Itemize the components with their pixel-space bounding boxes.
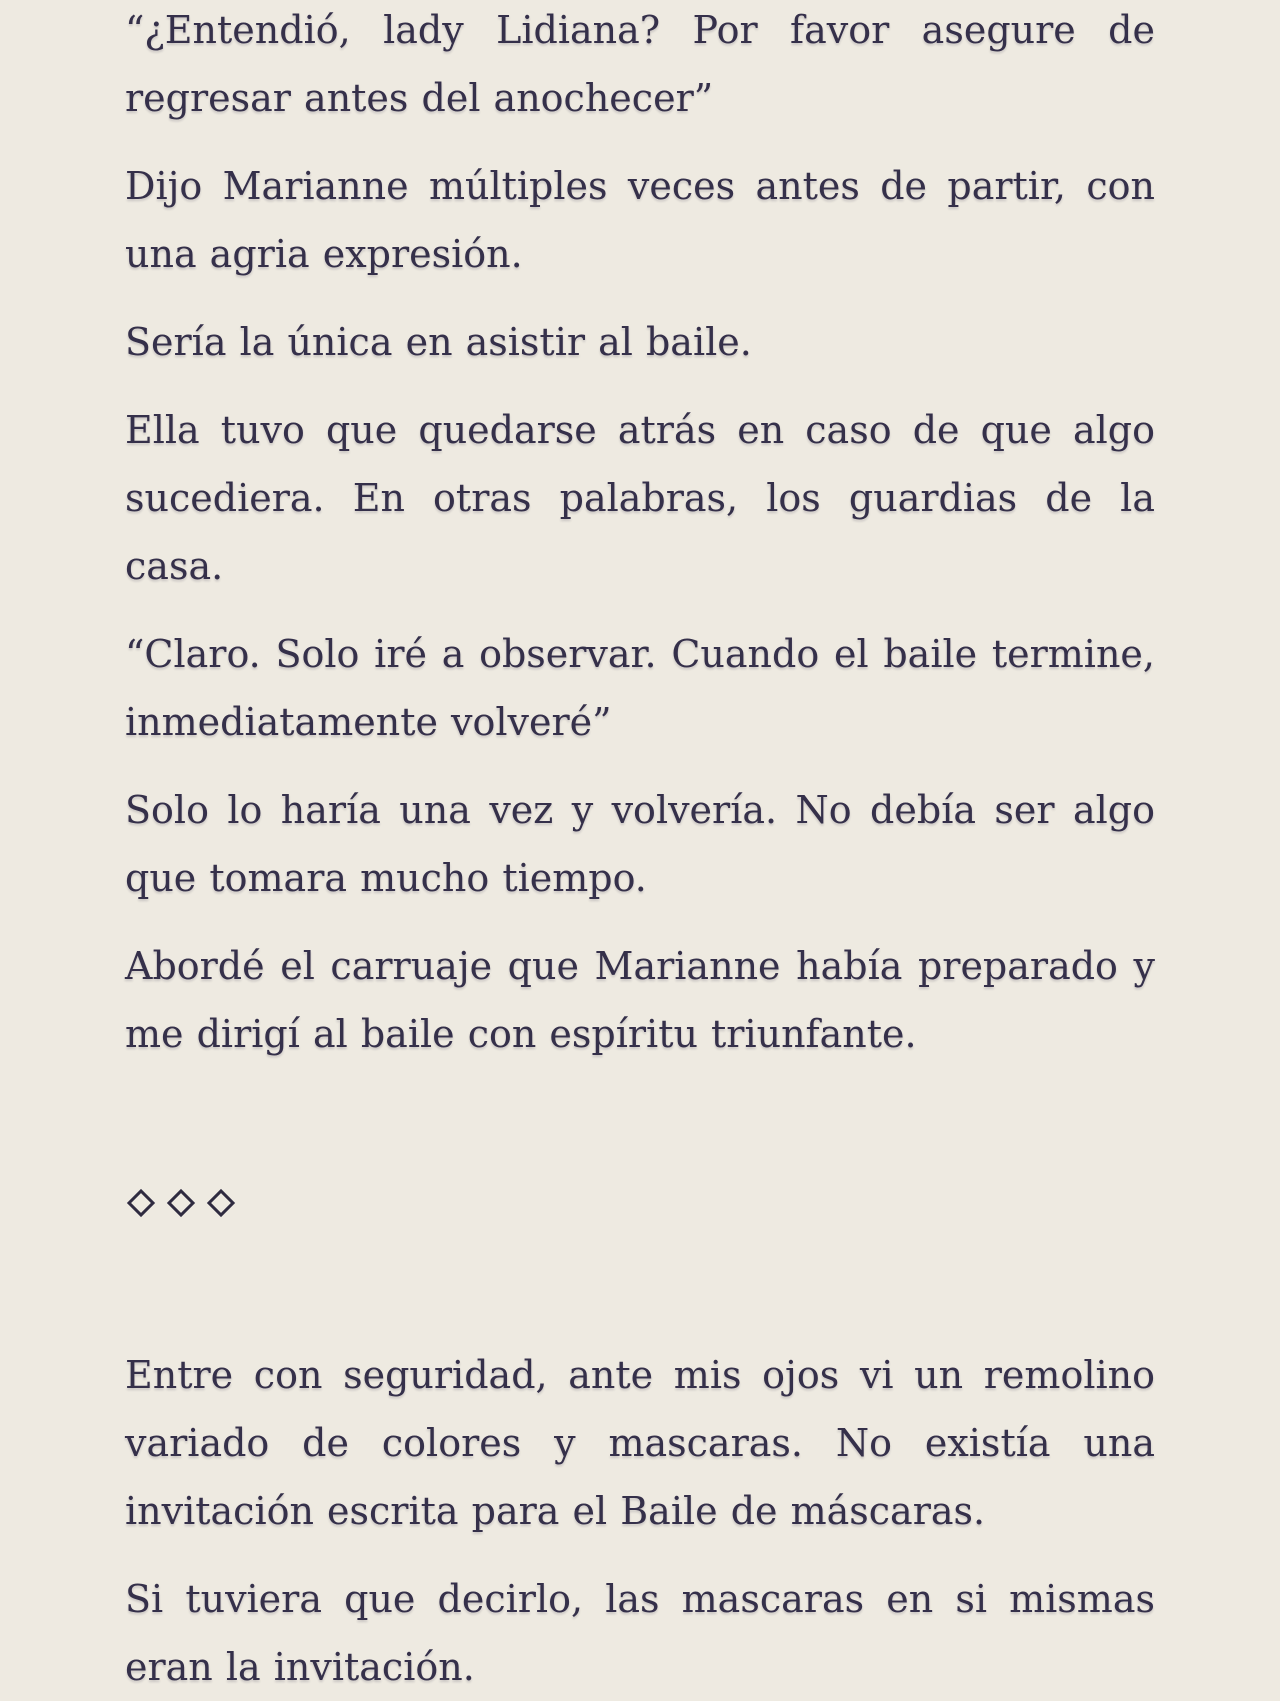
paragraph-1: “¿Entendió, lady Lidiana? Por favor asegure de regresar antes del anochecer” [125,8,1155,120]
diamond-outline-icon [167,1189,195,1217]
paragraph-9: Si tuviera que decirlo, las mascaras en si mismas eran la invitación. [125,1577,1155,1689]
paragraph-8: Entre con seguridad, ante mis ojos vi un remolino variado de colores y mascaras. No existía una invitación escrita para el Baile de máscaras. [125,1353,1155,1533]
paragraph-6: Solo lo haría una vez y volvería. No debía ser algo que tomara mucho tiempo. [125,788,1155,900]
paragraph-3: Sería la única en asistir al baile. [125,320,752,364]
paragraph-7: Abordé el carruaje que Marianne había preparado y me dirigí al baile con espíritu triunfante. [125,944,1155,1056]
paragraph-4: Ella tuvo que quedarse atrás en caso de que algo sucediera. En otras palabras, los guardias de la casa. [125,408,1155,588]
text-column [125,0,1155,1701]
section-separator [125,1183,1155,1223]
section-two [125,1341,1155,1701]
paragraph-5: “Claro. Solo iré a observar. Cuando el baile termine, inmediatamente volveré” [125,632,1155,744]
paragraph-2: Dijo Marianne múltiples veces antes de partir, con una agria expresión. [125,164,1155,276]
diamond-outline-icon [207,1189,235,1217]
diamond-outline-icon [127,1189,155,1217]
